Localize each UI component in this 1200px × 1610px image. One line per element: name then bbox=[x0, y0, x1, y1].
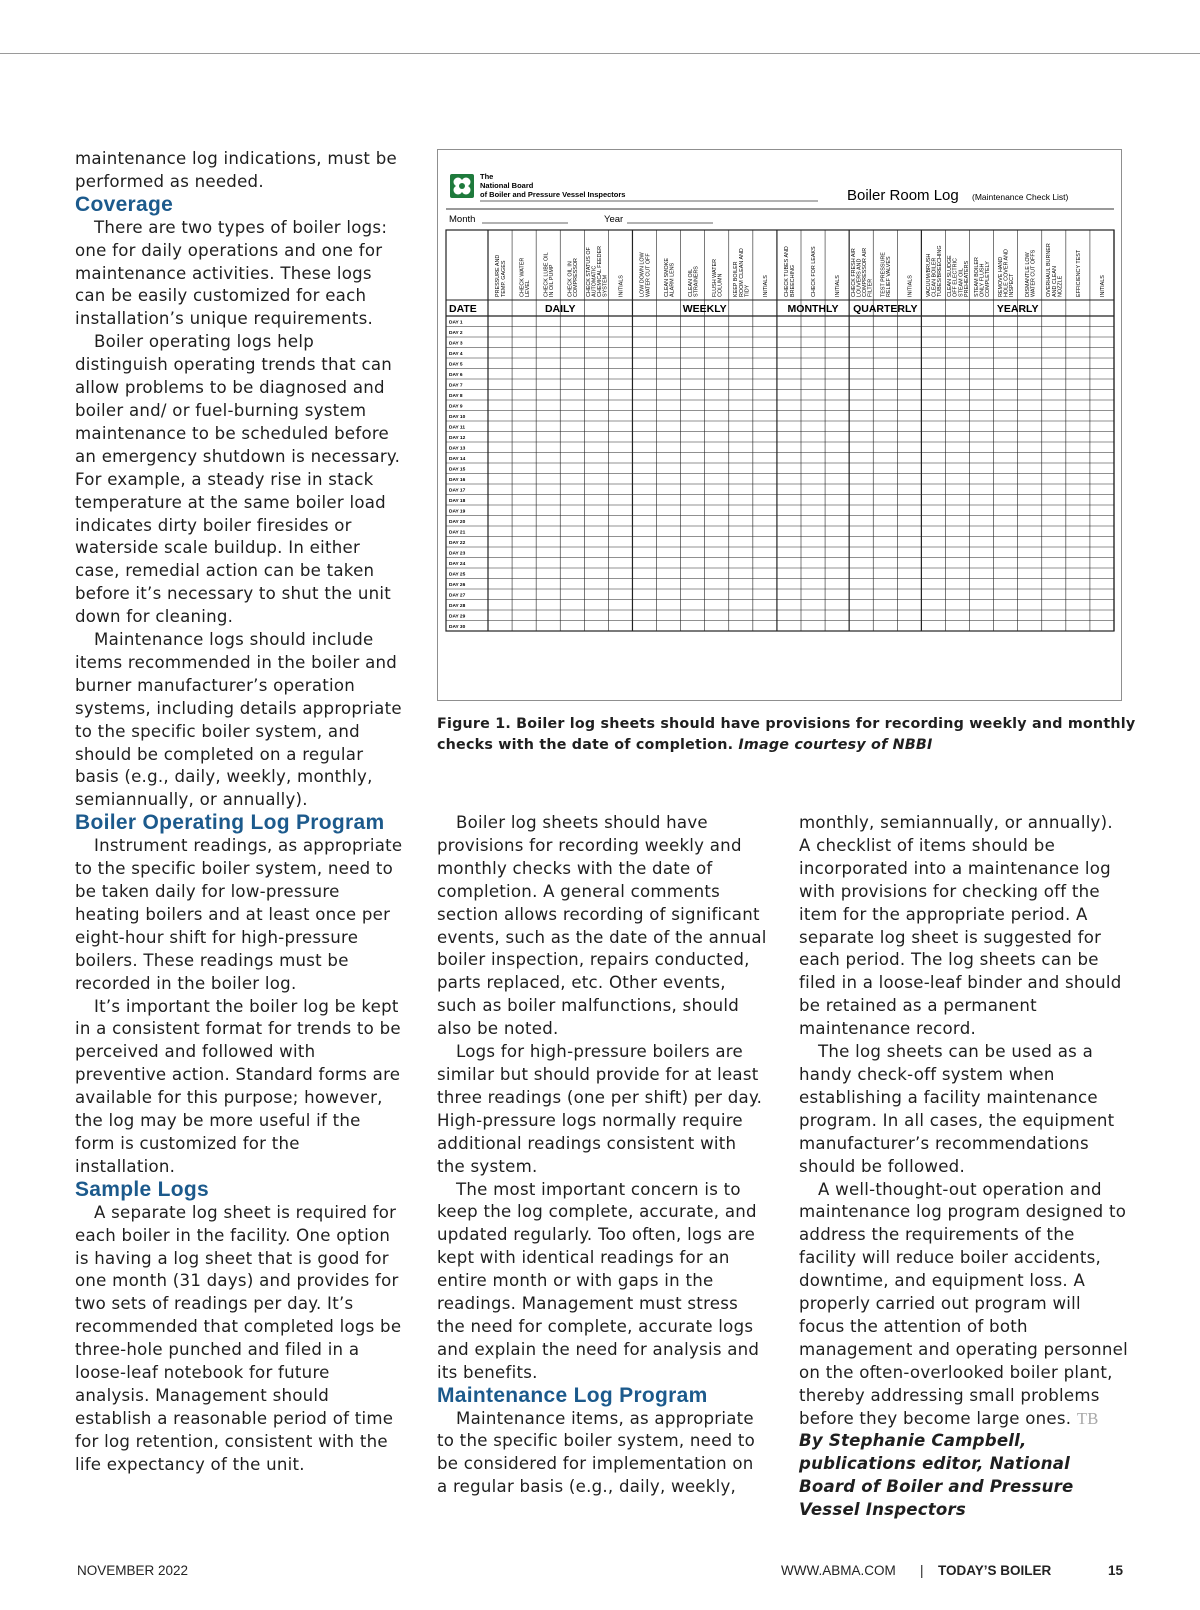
column-header: REMOVE HANDHOLE COVER ANDINSPECT bbox=[998, 249, 1016, 297]
day-label: DAY 6 bbox=[449, 373, 463, 378]
caption-credit: Image courtesy of NBBI bbox=[738, 736, 933, 753]
day-label: DAY 16 bbox=[449, 478, 466, 483]
sample-logs-paragraph: A separate log sheet is required for each boiler in the facility. One option is having a log sheet that is good for one month (31 days) and provides for two sets of readings per day. It’s recommended that completed logs be three-hole punched and filed in a loose-leaf notebook for future analysis. Management should establish a reasonable period of time for log retention, consistent with the life expectancy of the unit. bbox=[75, 1202, 402, 1474]
column-header: VACUUM/BRUSHCLEAN BOILERTUBES/BREECHING bbox=[925, 245, 944, 297]
column-header: CHECK FOR LEAKS bbox=[811, 246, 818, 297]
column-2-paragraph-3: The most important concern is to keep the log complete, accurate, and updated regularly. Too often, logs are kept with identical readings for an entire month or with gaps in the readings. Management must stress the need for complete, accurate logs and explain the need for analysis and its benefits. bbox=[437, 1179, 760, 1382]
column-header: CHECK LUBE OILIN OIL PUMP bbox=[543, 252, 555, 297]
column-header: PRESSURE ANDTEMP. GAGES bbox=[495, 254, 507, 297]
log-subtitle: (Maintenance Check List) bbox=[972, 192, 1069, 202]
column-3-paragraph-2: The log sheets can be used as a handy check-off system when establishing a facility maintenance program. In all cases, the equipment manufacturer’s recommendations should be followed. bbox=[799, 1042, 1115, 1176]
column-header: CLEAN SLUDGEOFF ELECTRICSTEAM OILPREHEATERS bbox=[947, 255, 970, 297]
column-header: CHECK FRESH AIRLOUVERS ANDCOMPRESSOR AIRFILTER bbox=[850, 247, 874, 297]
caption-text: Figure 1. Boiler log sheets should have provisions for recording weekly and monthly checks with the date of completion. bbox=[437, 716, 1136, 753]
day-label: DAY 1 bbox=[449, 320, 463, 326]
column-header: CHECK WATERLEVEL bbox=[519, 257, 531, 297]
column-header: OVERHAUL BURNERAND CLEANNOZZLE bbox=[1046, 243, 1064, 297]
maintenance-paragraph-1: Maintenance items, as appropriate to the specific boiler system, need to be considered for implementation on a regular basis (e.g., daily, weekly, bbox=[437, 1408, 756, 1497]
day-label: DAY 14 bbox=[449, 457, 466, 462]
column-header: FLUSH WATERCOLUMN bbox=[711, 258, 724, 297]
column-header: KEEP BOILERROOM CLEAN ANDTIDY bbox=[733, 248, 751, 297]
day-label: DAY 30 bbox=[449, 625, 466, 630]
day-label: DAY 4 bbox=[449, 352, 463, 357]
day-label: DAY 7 bbox=[449, 383, 463, 389]
org-name-line-2: National Board bbox=[480, 181, 534, 190]
org-name-line-3: of Boiler and Pressure Vessel Inspectors bbox=[480, 190, 626, 199]
boiler-operating-log-heading: Boiler Operating Log Program bbox=[75, 811, 385, 835]
column-header: EFFICIENCY TEST bbox=[1075, 249, 1082, 297]
day-label: DAY 11 bbox=[449, 425, 466, 431]
date-header: DATE bbox=[449, 303, 477, 315]
footer-magazine: TODAY’S BOILER bbox=[938, 1563, 1052, 1578]
column-2-paragraph-1: Boiler log sheets should have provisions for recording weekly and monthly checks with the date of completion. A general comments section allows recording of significant events, such as the date of the annual boiler inspection, repairs conducted, parts replaced, etc. Other events, such as boiler malfunctions, should also be noted. bbox=[437, 813, 767, 1039]
column-3-paragraph-3 bbox=[799, 1179, 1129, 1431]
column-header: LOW DOWN LOWWATER CUT OFF bbox=[639, 252, 652, 297]
group-label: DAILY bbox=[544, 303, 576, 315]
day-label: DAY 8 bbox=[449, 394, 463, 399]
coverage-paragraph-2: Boiler operating logs help distinguish operating trends that can allow problems to be diagnosed and boiler and/ or fuel-burning system maintenance to be scheduled before an emergency shutdown is necessary. For example, a steady rise in stack temperature at the same boiler load indicates dirty boiler firesides or waterside scale buildup. In either case, remedial action can be taken before it’s necessary to shut the unit down for cleaning. bbox=[75, 332, 401, 627]
day-label: DAY 18 bbox=[449, 499, 466, 504]
coverage-heading: Coverage bbox=[75, 192, 174, 216]
operating-paragraph-2: It’s important the boiler log be kept in a consistent format for trends to be perceived and followed with preventive action. Standard forms are available for this purpose; however, the log may be more useful if the form is customized for the installation. bbox=[75, 996, 401, 1176]
day-label: DAY 28 bbox=[449, 604, 466, 609]
top-rule bbox=[0, 53, 1200, 54]
day-label: DAY 22 bbox=[449, 541, 466, 546]
column-header: DISMANTLE LOWWATER CUT OFFS bbox=[1024, 249, 1037, 297]
group-label: YEARLY bbox=[996, 303, 1039, 315]
day-label: DAY 29 bbox=[449, 614, 466, 620]
column-header: CHECK STATUS OFAUTOMATICCHEMICAL FEEDERSYSTEM bbox=[585, 245, 609, 297]
day-label: DAY 12 bbox=[449, 436, 466, 441]
group-label: QUARTERLY bbox=[853, 303, 918, 315]
operating-paragraph-1: Instrument readings, as appropriate to the specific boiler system, need to be taken daily for low-pressure heating boilers and at least once per eight-hour shift for high-pressure boilers. These readings must be recorded in the boiler log. bbox=[75, 836, 403, 993]
maintenance-log-heading: Maintenance Log Program bbox=[437, 1383, 708, 1407]
day-label: DAY 10 bbox=[449, 415, 466, 420]
column-header: TEST PRESSURERELIEF VALVES bbox=[880, 252, 893, 297]
column-header: CLEAN OILSTRAINERS bbox=[687, 266, 700, 297]
log-title: Boiler Room Log bbox=[847, 187, 959, 204]
footer-separator: | bbox=[920, 1563, 924, 1578]
column-2-paragraph-2: Logs for high-pressure boilers are similar but should provide for at least three readings (one per shift) per day. High-pressure logs normally require additional readings consistent with the system. bbox=[437, 1042, 763, 1176]
column-header: CHECK TUBES ANDBREECHING bbox=[784, 246, 796, 297]
column-2 bbox=[437, 812, 767, 1499]
day-label: DAY 24 bbox=[449, 562, 466, 567]
column-header: INITIALS bbox=[618, 275, 625, 297]
intro-text: maintenance log indications, must be performed as needed. bbox=[75, 149, 397, 191]
footer-page-number: 15 bbox=[1108, 1563, 1124, 1578]
column-1 bbox=[75, 148, 405, 1477]
column-header: INITIALS bbox=[762, 275, 769, 297]
nbbi-logo-icon bbox=[450, 174, 474, 198]
column-header: INITIALS bbox=[1099, 275, 1106, 297]
day-label: DAY 5 bbox=[449, 362, 463, 368]
day-label: DAY 23 bbox=[449, 551, 466, 557]
figure-caption bbox=[437, 714, 1137, 755]
boiler-room-log-figure bbox=[437, 149, 1122, 701]
group-label: MONTHLY bbox=[787, 303, 839, 315]
day-label: DAY 20 bbox=[449, 520, 466, 525]
sample-logs-heading: Sample Logs bbox=[75, 1177, 209, 1201]
column-header: STEAM BOILERONLY FLUSHCOMPLETELY bbox=[973, 257, 992, 297]
day-label: DAY 26 bbox=[449, 583, 466, 588]
month-label: Month bbox=[449, 214, 476, 225]
column-header: CLEAN SMOKEALARM LENS bbox=[663, 258, 676, 297]
coverage-paragraph-1: There are two types of boiler logs: one for daily operations and one for maintenance activities. These logs can be easily customized for each installation’s unique requirements. bbox=[75, 217, 388, 329]
footer-url[interactable]: WWW.ABMA.COM bbox=[781, 1563, 896, 1578]
column-header: INITIALS bbox=[907, 275, 914, 297]
footer-date: NOVEMBER 2022 bbox=[77, 1563, 189, 1578]
author-byline: By Stephanie Campbell, publications editor, National Board of Boiler and Pressure Vessel Inspectors bbox=[799, 1431, 1074, 1520]
day-label: DAY 21 bbox=[449, 530, 466, 536]
column-3-paragraph-1: monthly, semiannually, or annually). A checklist of items should be incorporated into a maintenance log with provisions for checking off the item for the appropriate period. A separate log sheet is suggested for each period. The log sheets can be filed in a loose-leaf binder and should be retained as a permanent maintenance record. bbox=[799, 813, 1122, 1039]
day-label: DAY 2 bbox=[449, 331, 463, 336]
year-label: Year bbox=[604, 214, 624, 225]
day-label: DAY 15 bbox=[449, 467, 466, 473]
log-grid bbox=[446, 230, 1114, 631]
day-label: DAY 9 bbox=[449, 404, 463, 410]
day-label: DAY 19 bbox=[449, 509, 466, 515]
end-mark: TB bbox=[1076, 1408, 1099, 1428]
column-header: CHECK OIL INCOMPRESSOR bbox=[567, 258, 580, 297]
day-label: DAY 17 bbox=[449, 488, 466, 494]
coverage-paragraph-3: Maintenance logs should include items recommended in the boiler and burner manufacturer’s operation systems, including details appropriate to the specific boiler system, and should be completed on a regular basis (e.g., daily, weekly, monthly, semiannually, or annually). bbox=[75, 630, 402, 810]
day-label: DAY 27 bbox=[449, 593, 466, 599]
day-label: DAY 3 bbox=[449, 341, 463, 347]
boiler-room-log-form bbox=[438, 150, 1121, 700]
column-3 bbox=[799, 812, 1129, 1522]
column-3-paragraph-3-text: A well-thought-out operation and maintenance log program designed to address the requirements of the facility will reduce boiler accidents, downtime, and equipment loss. A properly carried out program will focus the attention of both management and operating personnel on the often-overlooked boiler plant, thereby addressing small problems before they become large ones. bbox=[799, 1179, 1128, 1428]
day-label: DAY 13 bbox=[449, 446, 466, 452]
day-label: DAY 25 bbox=[449, 572, 466, 578]
group-label: WEEKLY bbox=[682, 303, 727, 315]
column-header: INITIALS bbox=[835, 275, 842, 297]
org-name-line-1: The bbox=[480, 172, 494, 181]
